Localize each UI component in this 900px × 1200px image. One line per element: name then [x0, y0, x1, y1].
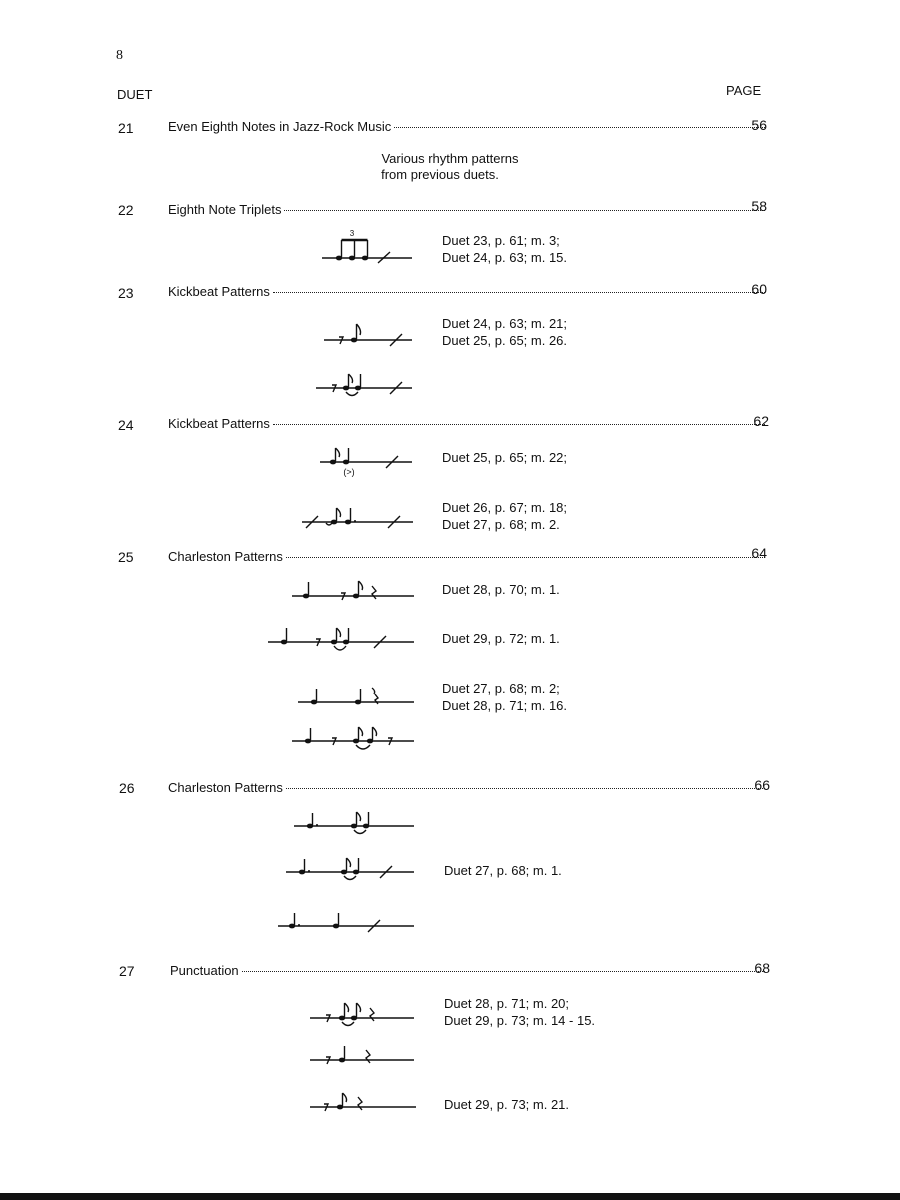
- intro-note-line-1: Various rhythm patterns: [381, 151, 519, 166]
- ref-line: Duet 28, p. 71; m. 20;: [444, 996, 570, 1011]
- refs-25b: [442, 630, 560, 647]
- entry-title: Kickbeat Patterns: [168, 284, 270, 299]
- header-duet: DUET: [117, 87, 153, 102]
- duet-number-23: 23: [118, 285, 134, 301]
- entry-title: Punctuation: [170, 963, 239, 978]
- entry-title: Kickbeat Patterns: [168, 416, 270, 431]
- entry-title: Charleston Patterns: [168, 780, 283, 795]
- ref-line: Duet 23, p. 61; m. 3;: [442, 233, 560, 248]
- rhythm-triplet-figure: [320, 228, 420, 264]
- header-page: PAGE: [726, 83, 762, 98]
- entry-page-25: 64: [751, 545, 767, 561]
- duet-number-25: 25: [118, 549, 134, 565]
- entry-page-26: 66: [754, 777, 770, 793]
- duet-number-27: 27: [119, 963, 135, 979]
- entry-title: Eighth Note Triplets: [168, 202, 282, 217]
- rhythm-kickbeat-1: [322, 322, 417, 352]
- entry-page-23: 60: [751, 281, 767, 297]
- duet-number-24: 24: [118, 417, 134, 433]
- toc-entry-23[interactable]: [168, 284, 768, 300]
- refs-25c: [442, 680, 567, 714]
- intro-note-line-2: from previous duets.: [381, 167, 499, 182]
- ref-line: Duet 26, p. 67; m. 18;: [442, 500, 568, 515]
- scan-edge: [0, 1193, 900, 1200]
- ref-line: Duet 27, p. 68; m. 1.: [444, 863, 562, 878]
- page-number: 8: [116, 48, 123, 63]
- rhythm-kickbeat-accent: [318, 448, 414, 480]
- ref-line: Duet 27, p. 68; m. 2;: [442, 681, 560, 696]
- toc-entry-22[interactable]: [168, 202, 768, 218]
- duet-number-26: 26: [119, 780, 135, 796]
- rhythm-kickbeat-2: [314, 372, 414, 402]
- entry-page-22: 58: [751, 198, 767, 214]
- ref-line: Duet 29, p. 73; m. 21.: [444, 1097, 570, 1112]
- refs-22: [442, 232, 567, 266]
- toc-entry-26[interactable]: [168, 780, 768, 796]
- ref-line: Duet 24, p. 63; m. 21;: [442, 316, 568, 331]
- rhythm-charleston-5: [292, 810, 416, 838]
- rhythm-punctuation-1: [308, 1000, 416, 1030]
- rhythm-charleston-6: [284, 856, 416, 886]
- ref-line: Duet 28, p. 71; m. 16.: [442, 698, 568, 713]
- refs-23: [442, 315, 567, 349]
- refs-27a: [444, 995, 595, 1029]
- refs-24a: [442, 449, 567, 466]
- rhythm-punctuation-3: [308, 1090, 418, 1116]
- entry-page-24: 62: [753, 413, 769, 429]
- refs-26: [444, 862, 562, 879]
- rhythm-kickbeat-3: [300, 508, 415, 532]
- entry-title: Even Eighth Notes in Jazz-Rock Music: [168, 119, 392, 134]
- entry-title: Charleston Patterns: [168, 549, 283, 564]
- refs-27b: [444, 1096, 569, 1113]
- toc-entry-21[interactable]: [168, 119, 768, 135]
- ref-line: Duet 29, p. 73; m. 14 - 15.: [444, 1013, 596, 1028]
- toc-entry-24[interactable]: [168, 416, 768, 432]
- toc-entry-25[interactable]: [168, 549, 768, 565]
- refs-24b: [442, 499, 567, 533]
- ref-line: Duet 25, p. 65; m. 26.: [442, 333, 568, 348]
- ref-line: Duet 24, p. 63; m. 15.: [442, 250, 568, 265]
- triplet-mark: 3: [349, 229, 355, 238]
- duet-number-22: 22: [118, 202, 134, 218]
- rhythm-charleston-3: [296, 686, 416, 708]
- ref-line: Duet 27, p. 68; m. 2.: [442, 517, 560, 532]
- ref-line: Duet 25, p. 65; m. 22;: [442, 450, 568, 465]
- accent-mark: (>): [343, 467, 355, 477]
- entry-page-21: 56: [751, 117, 767, 133]
- entry-page-27: 68: [754, 960, 770, 976]
- duet-number-21: 21: [118, 120, 134, 136]
- toc-entry-27[interactable]: [170, 963, 768, 979]
- rhythm-charleston-4: [290, 727, 416, 755]
- refs-25a: [442, 581, 560, 598]
- rhythm-punctuation-2: [308, 1044, 416, 1070]
- ref-line: Duet 29, p. 72; m. 1.: [442, 631, 560, 646]
- rhythm-charleston-2: [266, 626, 416, 656]
- rhythm-charleston-1: [290, 578, 416, 602]
- ref-line: Duet 28, p. 70; m. 1.: [442, 582, 560, 597]
- rhythm-charleston-7: [276, 910, 416, 938]
